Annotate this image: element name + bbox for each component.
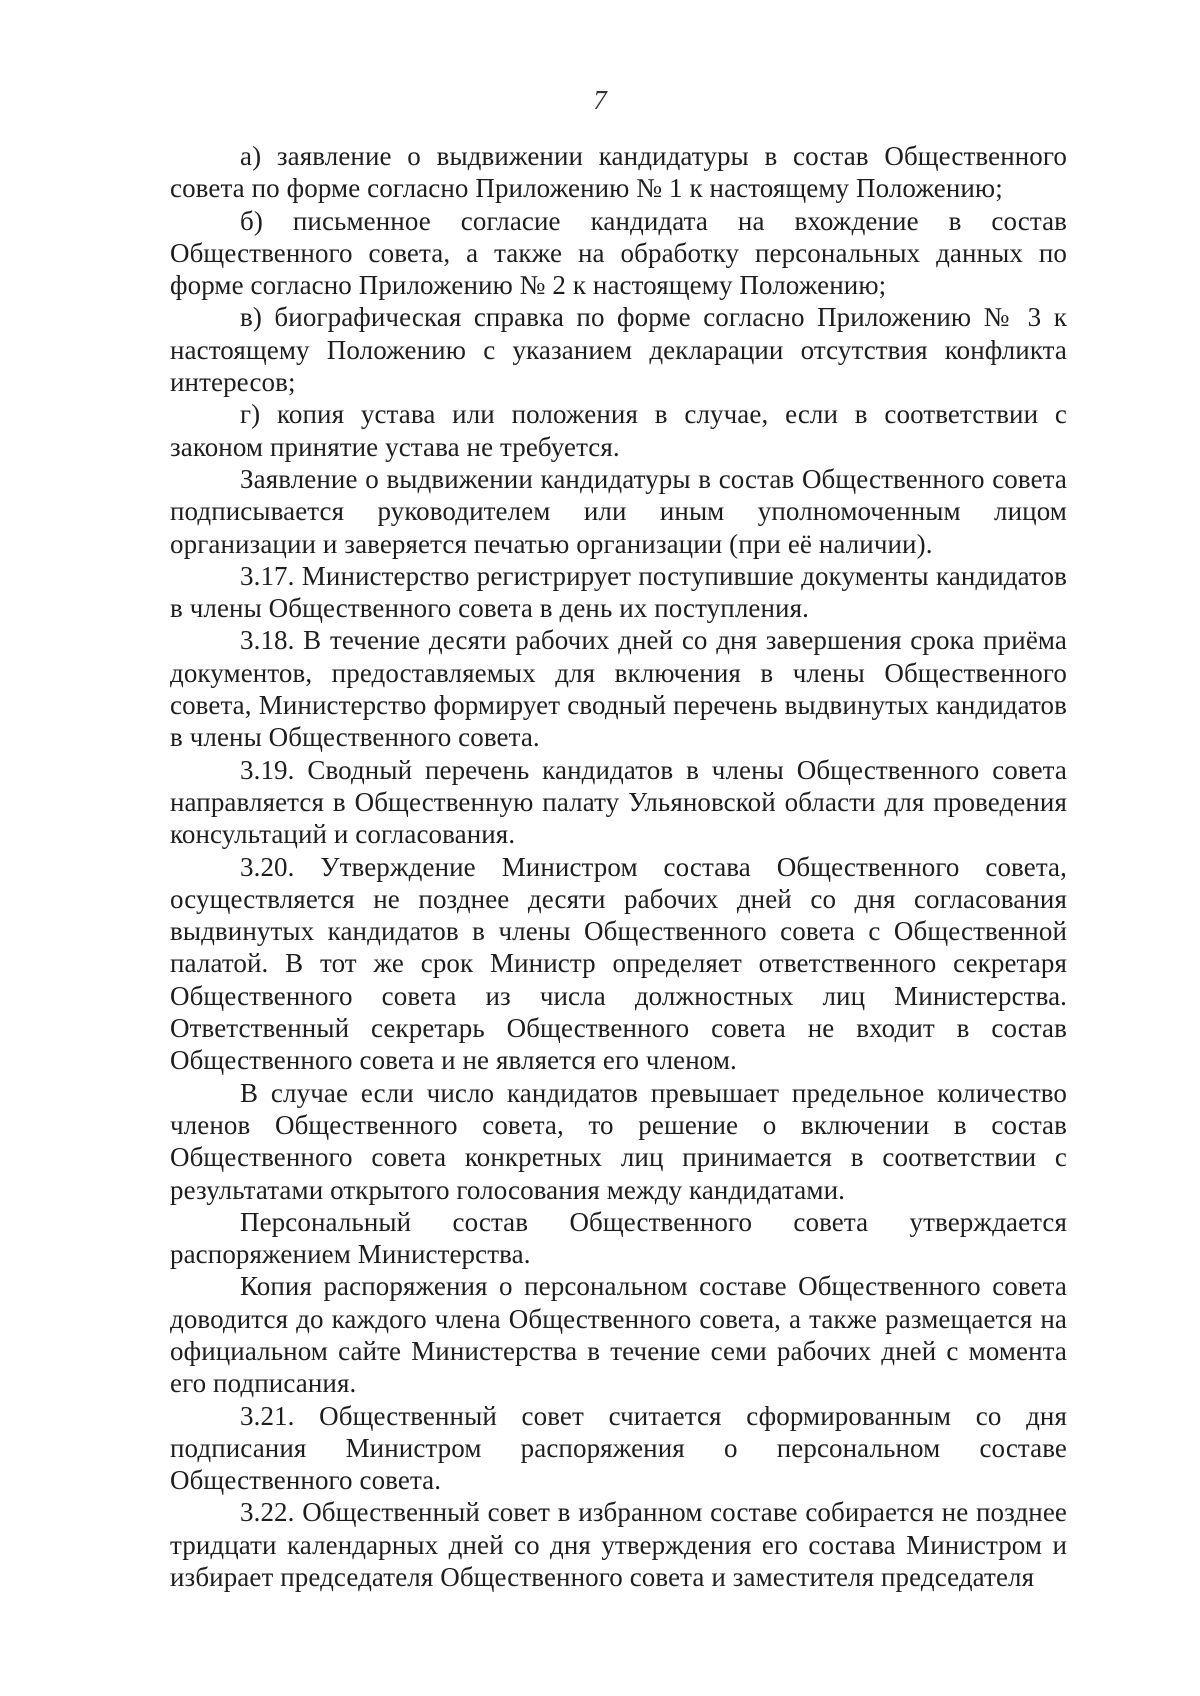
- paragraph-item-v: в) биографическая справка по форме согласно Приложению № 3 к настоящему Положению с указанием декларации отсутствия конфликта интересов;: [170, 302, 1067, 398]
- paragraph-3-20: 3.20. Утверждение Министром состава Общественного совета, осуществляется не позднее десяти рабочих дней со дня согласования выдвинутых кандидатов в члены Общественного совета с Общественной палатой. В тот же срок Министр определяет ответственного секретаря Общественного совета из числа должностных лиц Министерства. Ответственный секретарь Общественного совета не входит в состав Общественного совета и не является его членом.: [170, 851, 1067, 1076]
- paragraph-3-17: 3.17. Министерство регистрирует поступившие документы кандидатов в члены Общественного совета в день их поступления.: [170, 560, 1067, 624]
- document-body: [170, 140, 1067, 1593]
- paragraph-candidate-excess: В случае если число кандидатов превышает предельное количество членов Общественного совета, то решение о включении в состав Общественного совета конкретных лиц принимается в соответствии с результатами открытого голосования между кандидатами.: [170, 1077, 1067, 1205]
- paragraph-3-18: 3.18. В течение десяти рабочих дней со дня завершения срока приёма документов, предоставляемых для включения в члены Общественного совета, Министерство формирует сводный перечень выдвинутых кандидатов в члены Общественного совета.: [170, 625, 1067, 753]
- paragraph-3-21: 3.21. Общественный совет считается сформированным со дня подписания Министром распоряжения о персональном составе Общественного совета.: [170, 1400, 1067, 1496]
- paragraph-application-signing: Заявление о выдвижении кандидатуры в состав Общественного совета подписывается руководителем или иным уполномоченным лицом организации и заверяется печатью организации (при её наличии).: [170, 463, 1067, 559]
- page-number: 7: [593, 85, 607, 115]
- paragraph-3-19: 3.19. Сводный перечень кандидатов в члены Общественного совета направляется в Общественную палату Ульяновской области для проведения консультаций и согласования.: [170, 754, 1067, 850]
- paragraph-personal-composition: Персональный состав Общественного совета утверждается распоряжением Министерства.: [170, 1206, 1067, 1270]
- paragraph-item-a: а) заявление о выдвижении кандидатуры в состав Общественного совета по форме согласно Приложению № 1 к настоящему Положению;: [170, 141, 1067, 204]
- paragraph-order-copy: Копия распоряжения о персональном составе Общественного совета доводится до каждого члена Общественного совета, а также размещается на официальном сайте Министерства в течение семи рабочих дней с момента его подписания.: [170, 1271, 1067, 1399]
- paragraph-item-b: б) письменное согласие кандидата на вхождение в состав Общественного совета, а также на обработку персональных данных по форме согласно Приложению № 2 к настоящему Положению;: [170, 205, 1067, 301]
- paragraph-3-22: 3.22. Общественный совет в избранном составе собирается не позднее тридцати календарных дней со дня утверждения его состава Министром и избирает председателя Общественного совета и заместителя председателя: [170, 1497, 1067, 1593]
- paragraph-item-g: г) копия устава или положения в случае, если в соответствии с законом принятие устава не требуется.: [170, 399, 1067, 462]
